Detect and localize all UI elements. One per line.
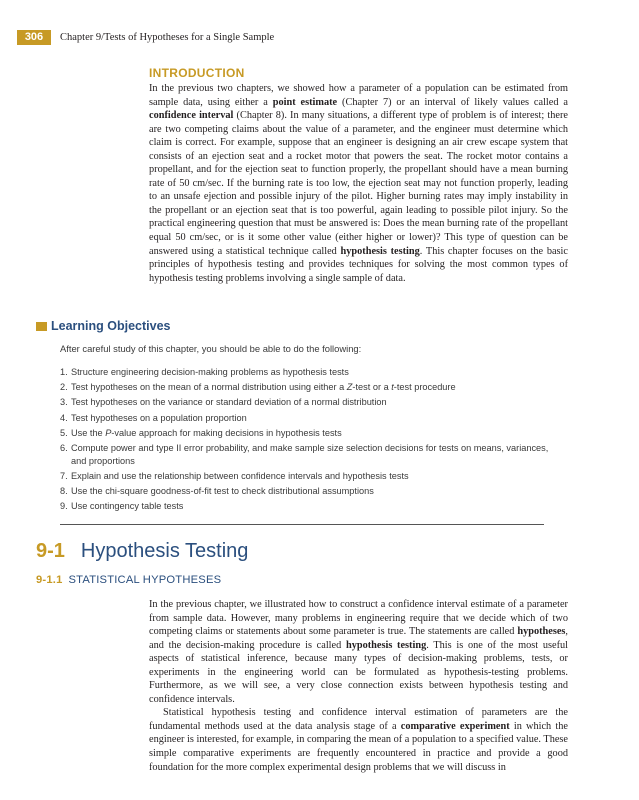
intro-text-3: (Chapter 8). In many situations, a different type of problem is of interest; there are two competing claims about the value of a parameter, and the engineer must determine which claim is correct. For example, suppose that an engineer is designing an air crew escape system that consists of an ejection seat and a rocket motor that powers the seat. The rocket motor contains a propellant, and for the ejection seat to function properly, the propellant should have a mean burning rate of 50 cm/sec. If the burning rate is too low, the ejection seat may not function properly, leading to an unsafe ejection and possible injury of the pilot. Higher burning rates may imply instability in the propellant or an ejection seat that is too powerful, again leading to possible pilot injury. So the practical engineering question that must be answered is: Does the mean burning rate of the propellant equal 50 cm/sec, or is it some other value (either higher or lower)? This type of question can be answered using a statistical technique called [149,110,569,257]
term-hypothesis-testing: hypothesis testing [340,245,420,257]
learning-objectives-heading: Learning Objectives [51,319,171,333]
learning-objective-text: Use the [71,427,106,438]
introduction-paragraph [149,82,568,285]
learning-objective-text: Test hypotheses on the variance or standard deviation of a normal distribution [71,397,387,408]
section-title [36,538,248,564]
section-body [149,598,568,774]
learning-objective-text: Test hypotheses on a population proportion [71,412,247,423]
learning-objective-number: 4. [60,412,68,423]
body-text-2a: Statistical hypothesis testing and confidence interval estimation of parameters are the fundamental methods used at the data analysis stage of a [149,707,568,732]
learning-objective-text: Structure engineering decision-making problems as hypothesis tests [71,367,349,377]
learning-objective-item [60,396,555,409]
learning-objective-item [60,470,555,483]
learning-objective-text: P [105,427,112,438]
term-hypotheses: hypotheses [517,626,566,638]
learning-objective-item [60,500,555,513]
subsection-title-text: STATISTICAL HYPOTHESES [68,574,222,586]
running-head: Chapter 9/Tests of Hypotheses for a Single Sample [60,32,275,43]
learning-objectives-marker [36,322,47,331]
introduction-heading: INTRODUCTION [149,66,245,80]
learning-objective-item [60,442,555,467]
learning-objective-text: Use the chi-square goodness-of-fit test to check distributional assumptions [71,485,374,496]
body-text-2b: in which the engineer is interested, for example, in comparing the mean of a population to a specified value. These simple comparative experiments are frequently encountered in practice and provide a good foundation for the more complex experimental design problems that we will discuss in [149,720,568,773]
learning-objective-item [60,412,555,425]
learning-objective-number: 5. [60,427,68,438]
body-paragraph-2 [149,706,568,774]
learning-objective-text: Use contingency table tests [71,501,184,512]
page-number: 306 [17,30,51,45]
learning-objective-number: 7. [60,470,68,481]
learning-objective-text: Test hypotheses on the mean of a normal distribution using either a [71,382,347,393]
learning-objective-text: t [391,382,394,393]
learning-objective-number: 8. [60,485,68,496]
learning-objective-text: -value approach for making decisions in hypothesis tests [111,427,342,438]
learning-objective-number: 6. [60,442,68,453]
learning-objective-text: -test procedure [393,382,456,393]
subsection-number: 9-1.1 [36,574,63,586]
intro-text-2: (Chapter 7) or an interval of likely values called a [337,96,568,108]
section-title-text: Hypothesis Testing [80,540,249,562]
learning-objective-item [60,381,555,394]
term-hypothesis-testing-body: hypothesis testing [345,639,427,651]
learning-objective-text: Explain and use the relationship between confidence intervals and hypothesis tests [71,470,409,481]
learning-objectives-intro: After careful study of this chapter, you should be able to do the following: [60,343,362,354]
learning-objectives-divider [60,524,544,525]
body-text-1b: , and the decision-making procedure is called [149,626,568,651]
term-point-estimate: point estimate [272,96,338,108]
learning-objective-item [60,427,555,440]
learning-objective-text: Compute power and type II error probability, and make sample size selection decisions for tests on means, variances, and proportions [71,442,549,466]
section-number: 9-1 [36,540,65,562]
body-paragraph-1 [149,598,568,706]
body-text-1a: In the previous chapter, we illustrated how to construct a confidence interval estimate of a parameter from sample data. However, many problems in engineering require that we decide which of two competing claims or statements about some parameter is true. The statements are called [149,599,568,638]
term-confidence-interval: confidence interval [149,110,234,122]
learning-objectives-list [60,366,555,515]
term-comparative-experiment: comparative experiment [400,720,510,732]
intro-text-1: In the previous two chapters, we showed how a parameter of a population can be estimated from sample data, using either a [149,83,568,108]
learning-objective-item [60,366,555,379]
learning-objective-number: 1. [60,367,68,377]
learning-objective-number: 2. [60,382,68,393]
intro-text-4: . This chapter focuses on the basic principles of hypothesis testing and provides techniques for solving the most common types of hypothesis testing problems involving a single sample of data. [149,245,568,284]
subsection-title [36,574,221,586]
learning-objective-item [60,485,555,498]
learning-objective-number: 3. [60,397,68,408]
learning-objective-text: Z [346,382,353,393]
body-text-1c: . This is one of the most useful aspects of statistical inference, because many types of decision-making problems, tests, or experiments in the engineering world can be formulated as hypothesis-testing problems. Furthermore, as we will see, a very close connection exists between hypothesis testing and confidence intervals. [149,639,569,705]
learning-objective-text: -test or a [352,382,392,393]
learning-objective-number: 9. [60,501,68,512]
